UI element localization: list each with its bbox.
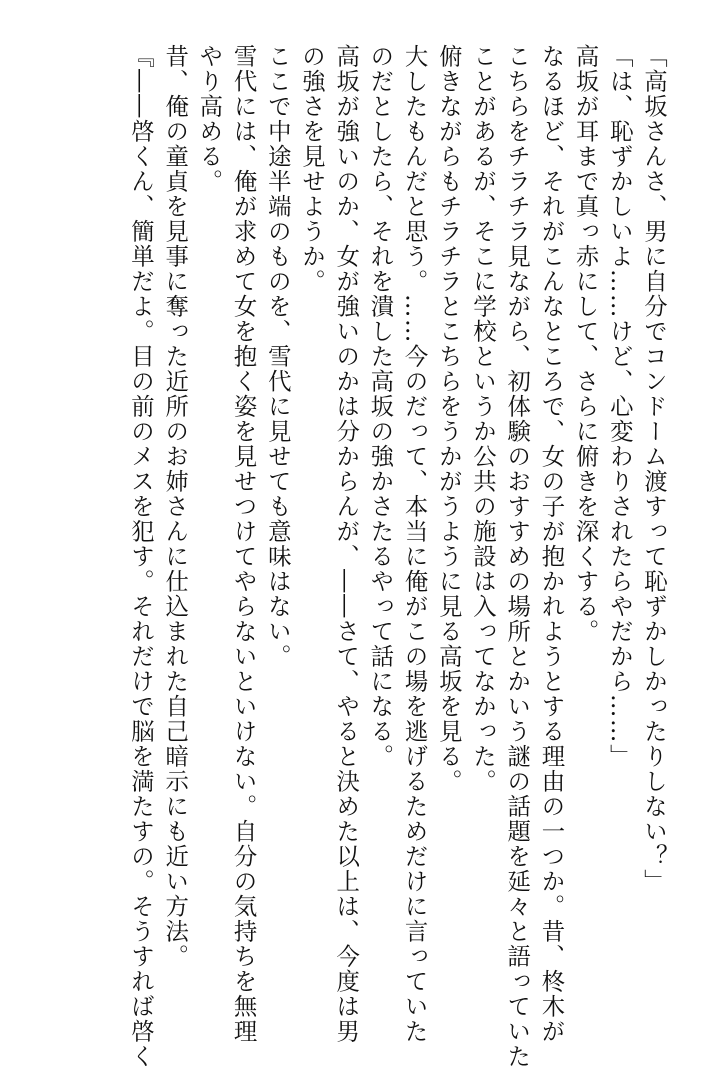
text-line-4: なるほど、それがこんなところで、女の子が抱かれようとする理由の一つか。昔、柊木が — [537, 44, 566, 1044]
text-line-10: 高坂が強いのか、女が強いのかは分からんが、――さて、やると決めた以上は、今度は男 — [332, 44, 361, 1044]
text-line-2: 「は、恥ずかしいよ……けど、心変わりされたらやだから……」 — [605, 44, 634, 769]
text-line-13: 雪代には、俺が求めて女を抱く姿を見せつけてやらないといけない。自分の気持ちを無理 — [229, 44, 258, 1044]
text-line-15: 昔、俺の童貞を見事に奪った近所のお姉さんに仕込まれた自己暗示にも近い方法。 — [161, 44, 190, 969]
text-line-5: こちらをチラチラ見ながら、初体験のおすすめの場所とかいう謎の話題を延々と語っていた — [503, 44, 532, 1069]
text-line-12: ここで中途半端のものを、雪代に見せても意味はない。 — [263, 44, 292, 669]
vertical-text-body — [124, 44, 671, 1069]
text-line-9: のだとしたら、それを潰した高坂の強かさたるやって話になる。 — [366, 44, 395, 769]
text-line-3: 高坂が耳まで真っ赤にして、さらに俯きを深くする。 — [571, 44, 600, 644]
text-line-8: 大したもんだと思う。……今のだって、本当に俺がこの場を逃げるためだけに言っていた — [400, 44, 429, 1044]
text-line-16: 『――啓くん、簡単だよ。目の前のメスを犯す。それだけで脳を満たすの。そうすれば啓く — [126, 44, 155, 1069]
text-line-1: 「高坂さんさ、男に自分でコンドーム渡すって恥ずかしかったりしない？」 — [640, 44, 668, 894]
text-line-7: 俯きながらもチラチラとこちらをうかがうように見る高坂を見る。 — [434, 44, 463, 794]
text-line-11: の強さを見せようか。 — [297, 44, 326, 294]
text-line-6: ことがあるが、そこに学校というか公共の施設は入ってなかった。 — [468, 44, 497, 794]
text-line-14: やり高める。 — [195, 44, 224, 194]
